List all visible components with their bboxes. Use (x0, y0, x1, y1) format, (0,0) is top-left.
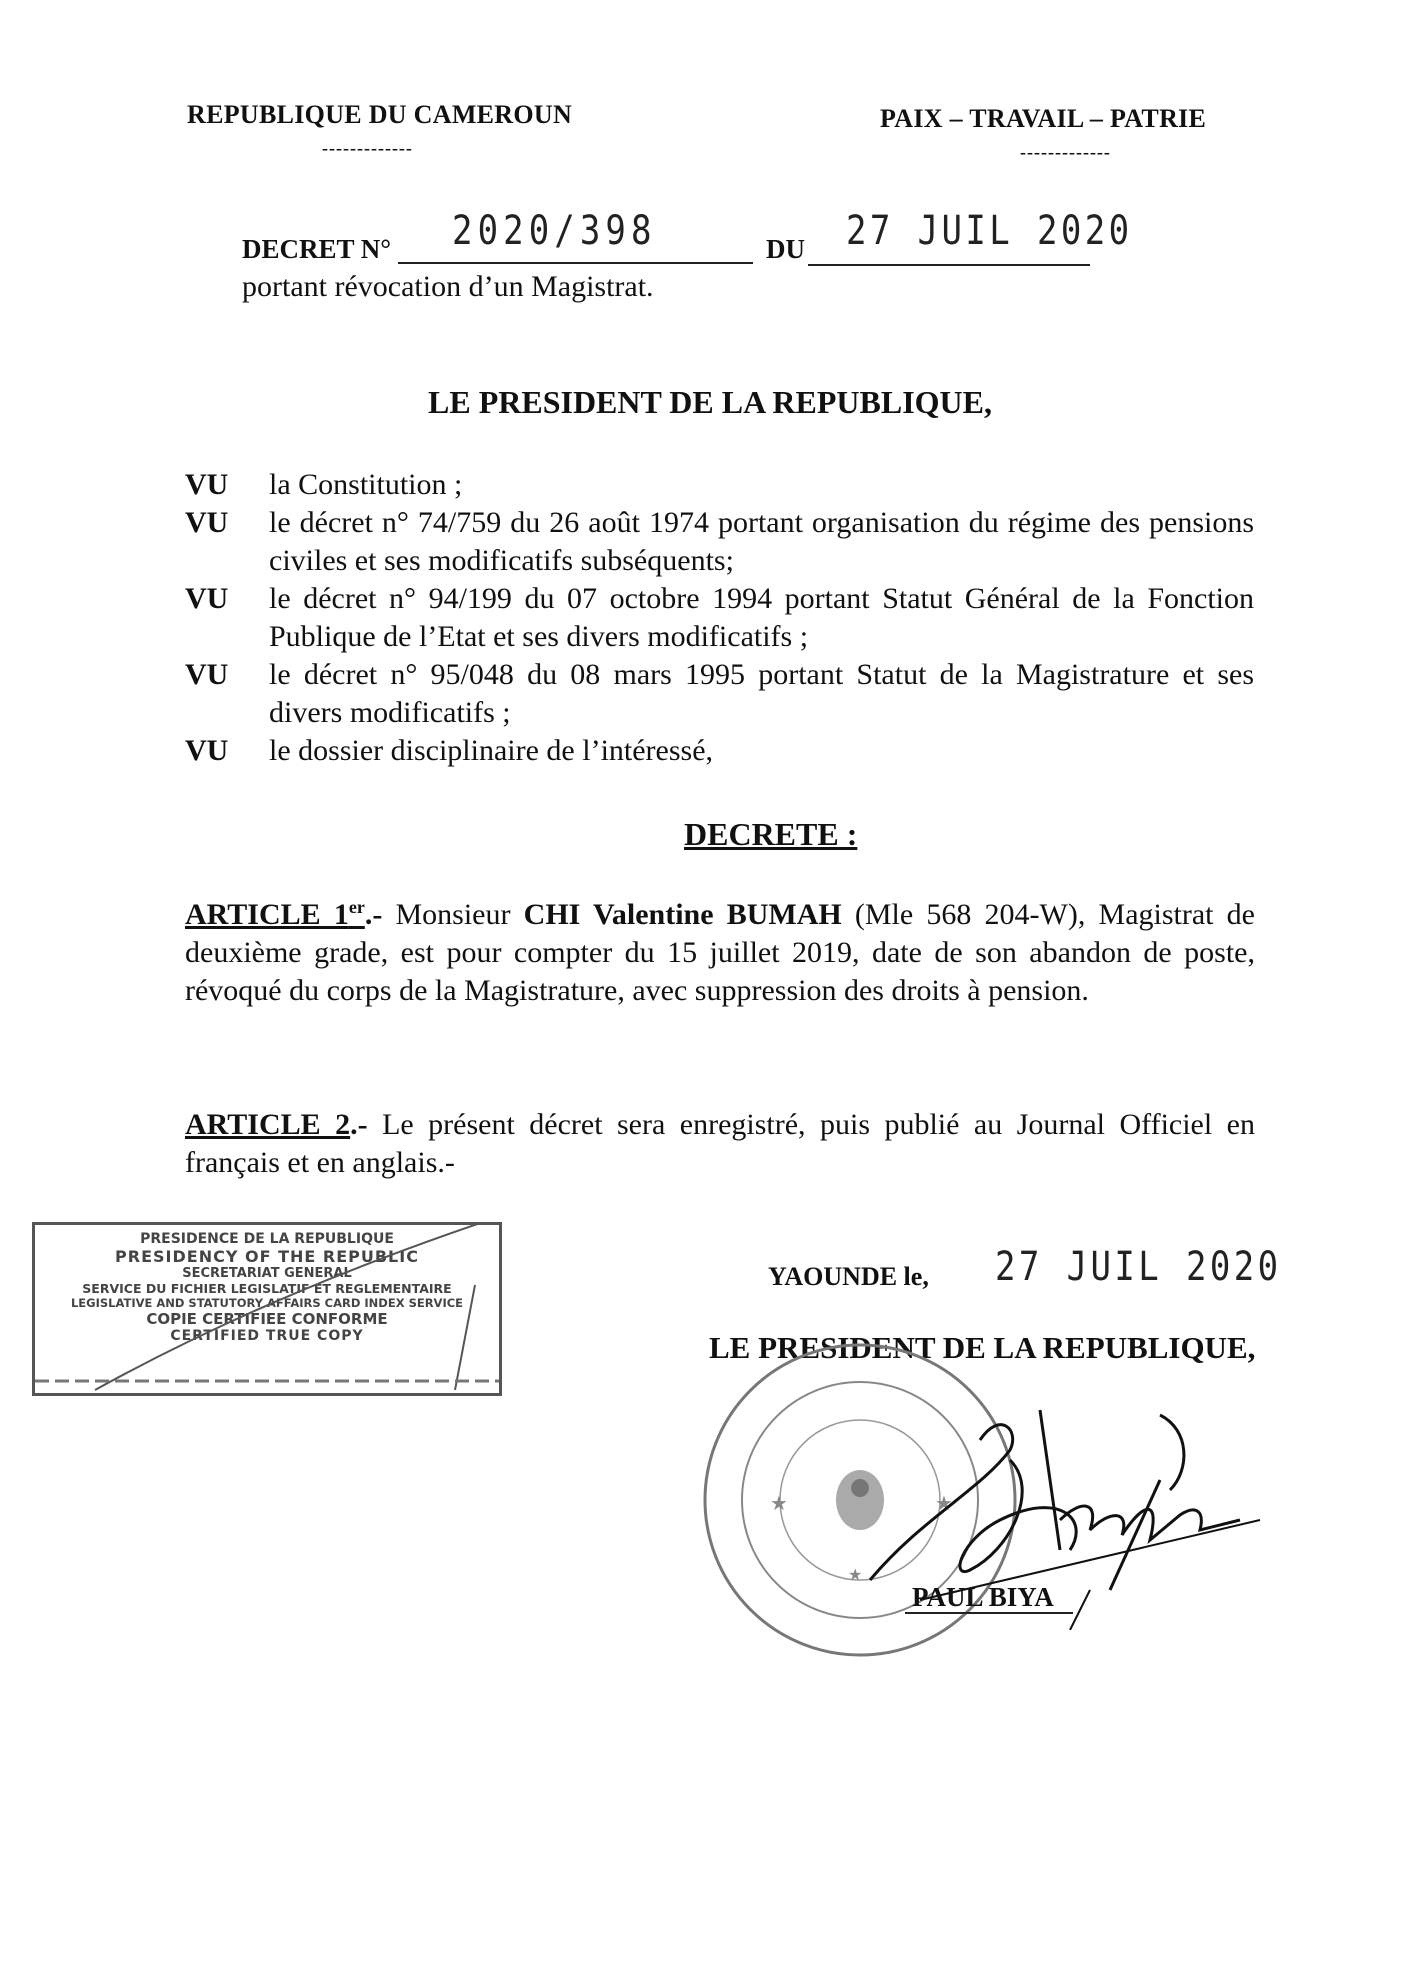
decrete-heading: DECRETE : (684, 816, 858, 852)
header-left-dashes: ------------- (322, 138, 413, 158)
decree-date: 27 JUIL 2020 (846, 208, 1133, 254)
stamp-line: PRESIDENCY OF THE REPUBLIC (115, 1247, 419, 1266)
seal-star-icon: ★ (935, 1491, 953, 1515)
stamp-line: LEGISLATIVE AND STATUTORY AFFAIRS CARD INDEX SERVICE (70, 1296, 464, 1310)
decree-number: 2020/398 (452, 208, 657, 254)
president-title: LE PRESIDENT DE LA REPUBLIQUE, (428, 384, 992, 420)
article-1-text: (Mle 568 204-W), Magistrat de deuxième grade, est pour compter du 15 juillet 2019, date de son abandon de poste, révoqué du corps de la Magistrature, avec suppression des droits à pension. (185, 898, 1255, 1007)
vu-item (185, 732, 1255, 770)
decree-subject: portant révocation d’un Magistrat. (242, 270, 654, 303)
vu-text: le dossier disciplinaire de l’intéressé, (269, 734, 714, 767)
article-1-sep: .- (364, 898, 383, 931)
vu-label: VU (185, 506, 229, 539)
vu-text: le décret n° 94/199 du 07 octobre 1994 portant Statut Général de la Fonction Publique de l’Etat et ses divers modificatifs ; (269, 582, 1254, 653)
signatory-name: PAUL BIYA (912, 1582, 1054, 1612)
vu-item (185, 580, 1255, 656)
stamp-line: PRESIDENCE DE LA REPUBLIQUE (140, 1231, 394, 1247)
header-left: REPUBLIQUE DU CAMEROUN (187, 100, 573, 129)
vu-label: VU (185, 658, 229, 691)
article-2 (185, 1106, 1255, 1182)
article-1-pre: Monsieur (382, 898, 524, 931)
seal-star-icon: ★ (770, 1491, 788, 1515)
stamp-line: SECRETARIAT GENERAL (182, 1266, 352, 1281)
signatory-underline (905, 1612, 1073, 1614)
article-2-sep: .- (350, 1108, 368, 1141)
header-right: PAIX – TRAVAIL – PATRIE (880, 104, 1207, 133)
signature-date: 27 JUIL 2020 (995, 1244, 1282, 1290)
stamp-line: SERVICE DU FICHIER LEGISLATIF ET REGLEMENTAIRE (82, 1281, 452, 1296)
vu-label: VU (185, 734, 229, 767)
vu-text: la Constitution ; (269, 468, 463, 501)
decree-du-label: DU (766, 234, 805, 264)
article-1-label: ARTICLE 1er (185, 897, 365, 931)
decree-label: DECRET N° (242, 234, 392, 264)
stamp-pen-marks (35, 1225, 499, 1393)
signature-title: LE PRESIDENT DE LA REPUBLIQUE, (709, 1330, 1256, 1365)
decree-number-underline (398, 262, 753, 264)
article-2-text: Le présent décret sera enregistré, puis publié au Journal Officiel en français et en anglais.- (185, 1108, 1255, 1179)
vu-text: le décret n° 95/048 du 08 mars 1995 portant Statut de la Magistrature et ses divers modificatifs ; (269, 658, 1254, 729)
article-1 (185, 888, 1255, 1010)
decree-date-underline (808, 264, 1090, 266)
vu-text: le décret n° 74/759 du 26 août 1974 portant organisation du régime des pensions civiles et ses modificatifs subséquents; (269, 506, 1254, 577)
vu-item (185, 504, 1255, 580)
header-right-dashes: ------------- (1020, 142, 1111, 162)
stamp-line: COPIE CERTIFIEE CONFORME (146, 1310, 388, 1328)
vu-item (185, 466, 1255, 504)
signature-place: YAOUNDE le, (768, 1262, 929, 1291)
article-2-label: ARTICLE 2 (185, 1108, 351, 1141)
seal-star-icon: ★ (848, 1565, 863, 1584)
certification-stamp (32, 1222, 502, 1396)
vu-item (185, 656, 1255, 732)
stamp-line: CERTIFIED TRUE COPY (170, 1328, 364, 1344)
vu-label: VU (185, 468, 229, 501)
vu-label: VU (185, 582, 229, 615)
article-1-person-name: CHI Valentine BUMAH (523, 898, 842, 931)
